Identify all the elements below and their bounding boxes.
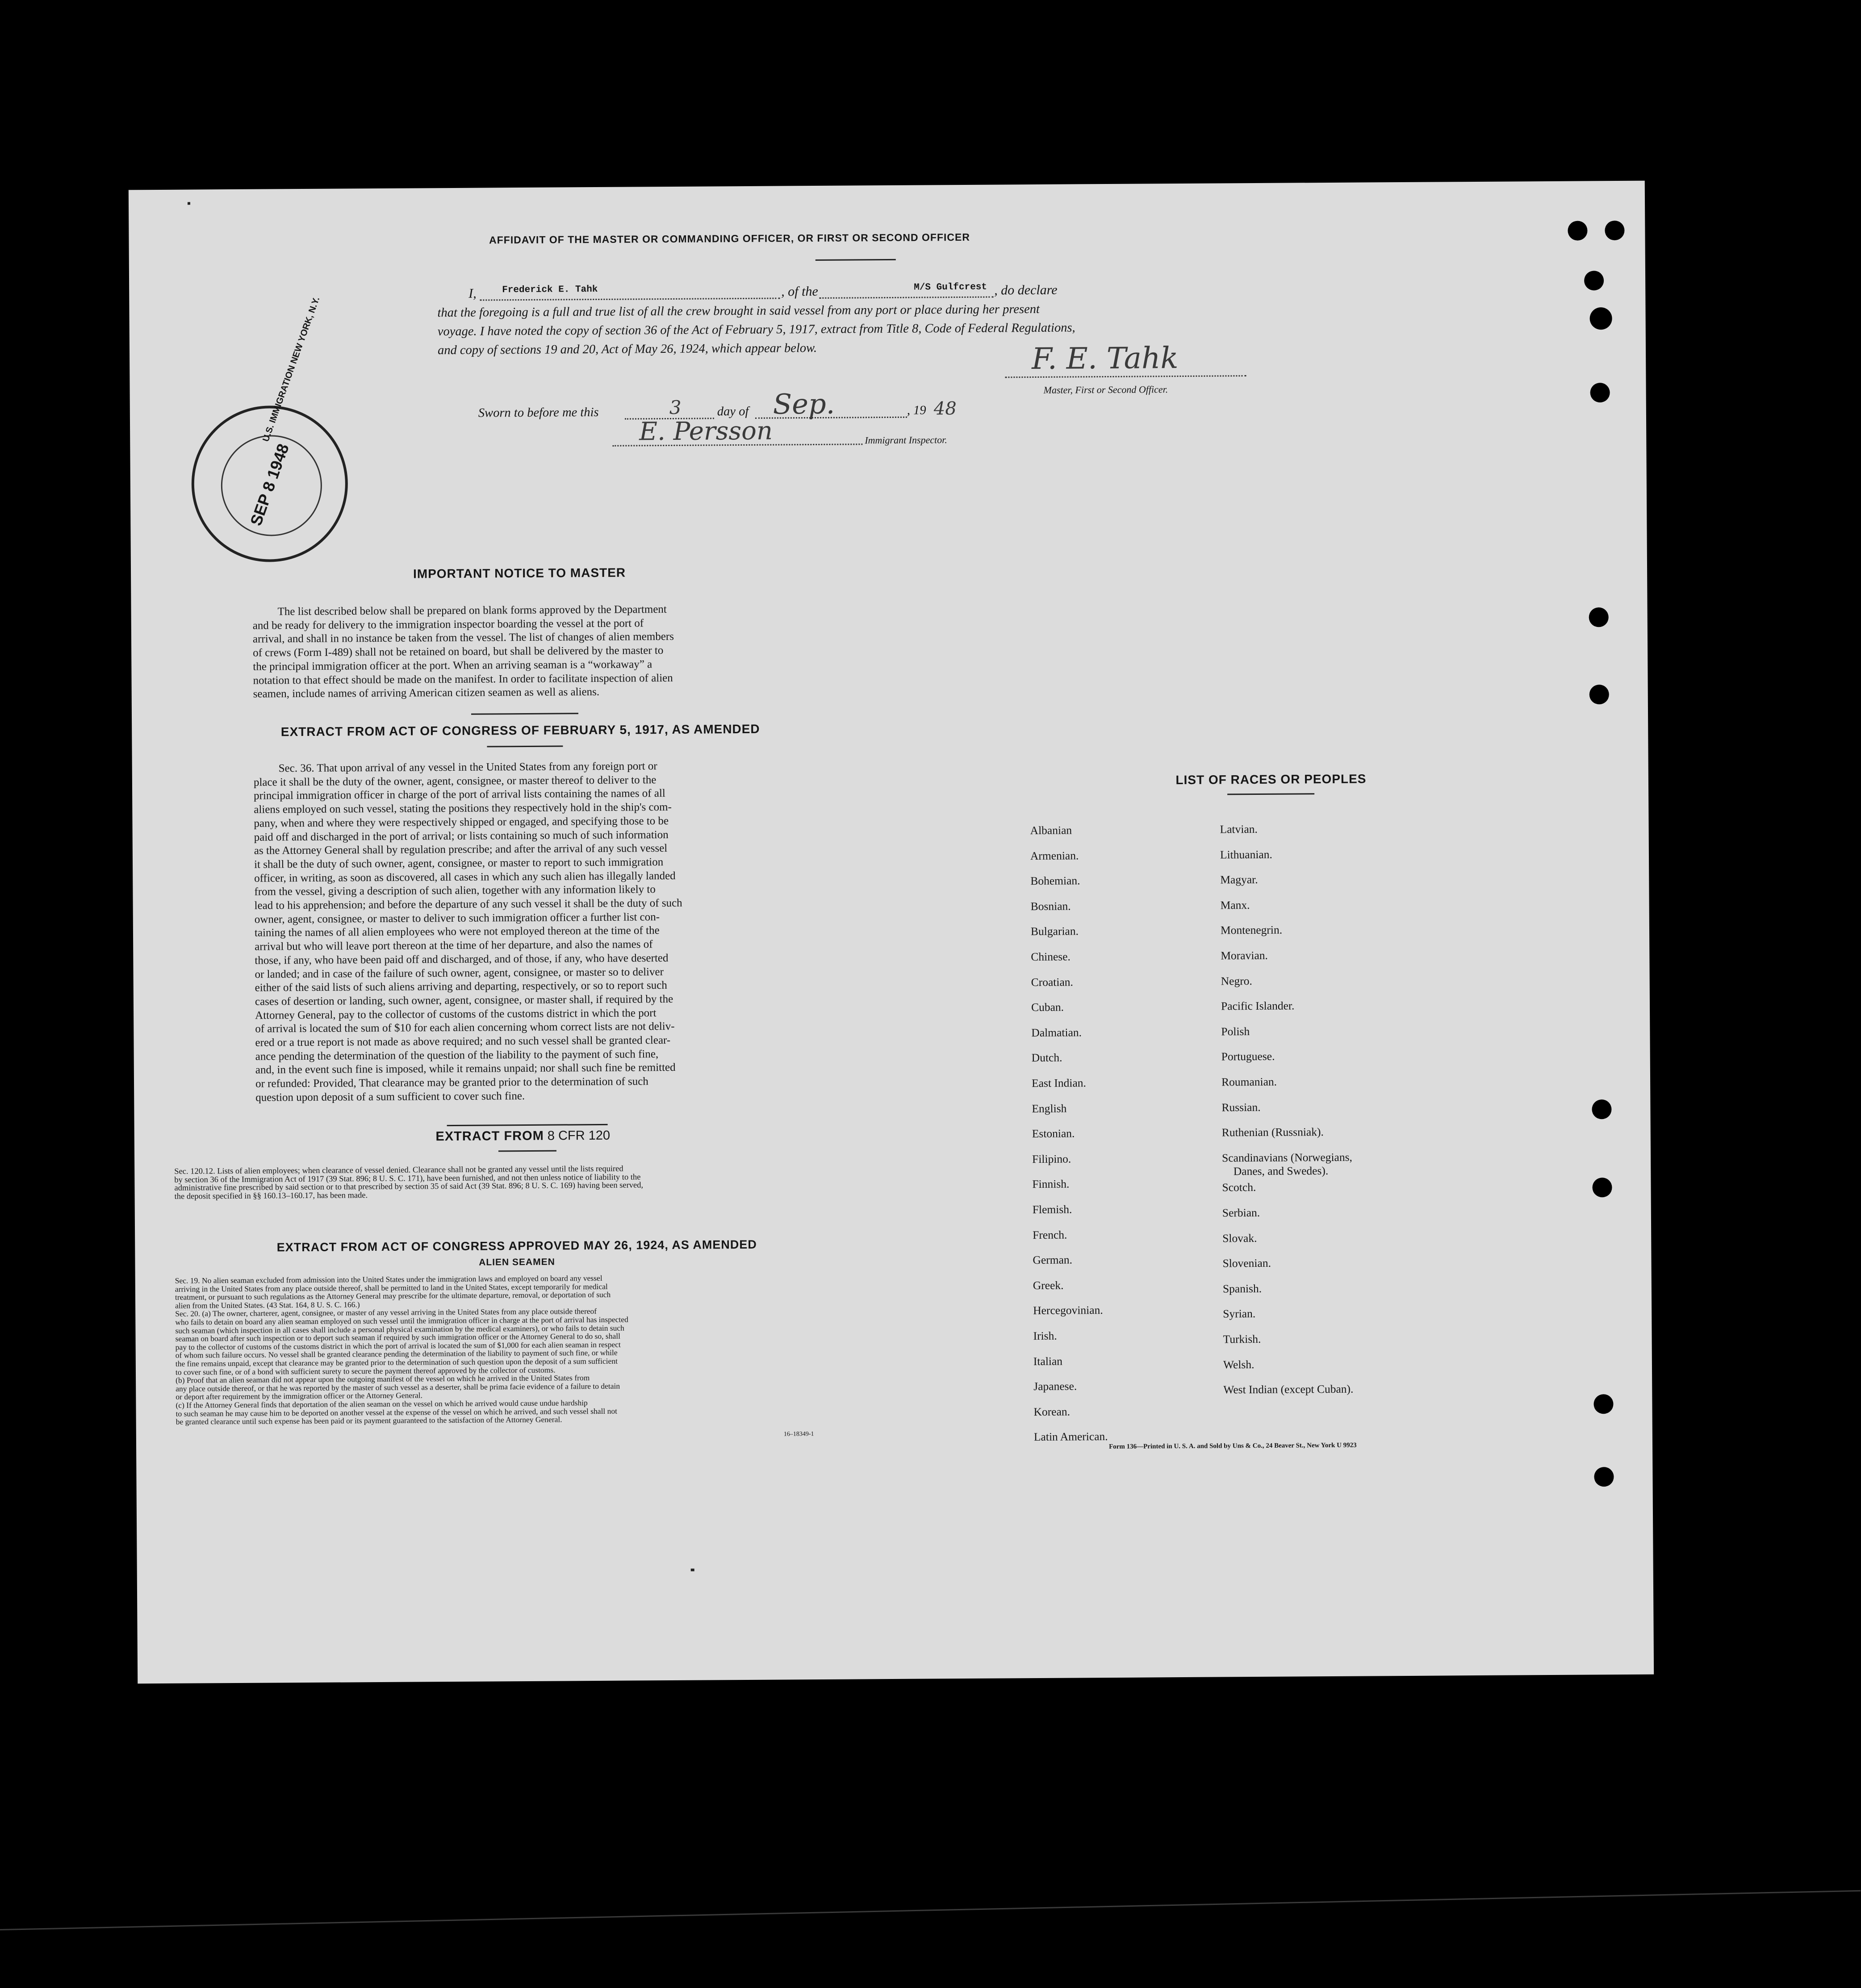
race-item: West Indian (except Cuban). xyxy=(1223,1382,1354,1396)
race-item: Dalmatian. xyxy=(1031,1026,1082,1039)
master-signature: F. E. Tahk xyxy=(1031,341,1179,376)
races-rule xyxy=(1227,793,1314,795)
race-item: Albanian xyxy=(1030,823,1072,837)
scan-speck xyxy=(188,202,190,205)
race-item: Ruthenian (Russniak). xyxy=(1221,1125,1324,1139)
binder-hole xyxy=(1584,271,1604,290)
notice-rule xyxy=(471,713,578,714)
vessel-name-field xyxy=(819,282,993,299)
declaration-line-2: that the foregoing is a full and true list of all the crew brought in said vessel from any port or place during her present xyxy=(437,302,1040,320)
race-item: Roumanian. xyxy=(1221,1075,1277,1089)
do-declare-text: , do declare xyxy=(994,282,1058,298)
race-item: Welsh. xyxy=(1223,1357,1255,1371)
extract-cfr-title-bold: EXTRACT FROM xyxy=(435,1128,544,1144)
binder-hole xyxy=(1589,607,1609,627)
notice-title: IMPORTANT NOTICE TO MASTER xyxy=(413,565,626,581)
year-prefix: , 19 xyxy=(907,403,926,418)
extract-1917-title: EXTRACT FROM ACT OF CONGRESS OF FEBRUARY 5, 1917, AS AMENDED xyxy=(280,722,760,739)
race-item: Chinese. xyxy=(1031,950,1071,964)
race-item: Scotch. xyxy=(1222,1181,1256,1194)
race-item: Cuban. xyxy=(1031,1000,1064,1014)
immigration-stamp xyxy=(191,295,348,562)
declaration-line-4: and copy of sections 19 and 20, Act of May 26, 1924, which appear below. xyxy=(437,341,817,358)
sworn-month: Sep. xyxy=(773,387,835,421)
race-item: Korean. xyxy=(1033,1405,1071,1418)
day-of-text: day of xyxy=(717,404,749,419)
race-item: Dutch. xyxy=(1031,1051,1062,1065)
race-item: Slovak. xyxy=(1222,1231,1257,1245)
of-the-text: , of the xyxy=(781,284,818,299)
master-caption: Master, First or Second Officer. xyxy=(1043,384,1168,396)
binder-hole xyxy=(1592,1099,1611,1119)
officer-name-field xyxy=(480,283,780,301)
race-item: Slovenian. xyxy=(1222,1257,1271,1270)
sworn-text: Sworn to before me this xyxy=(478,405,599,420)
scan-speck xyxy=(691,1569,694,1571)
race-item: Latin American. xyxy=(1033,1430,1108,1444)
cfr-bottom-rule xyxy=(498,1150,556,1152)
race-item: Japanese. xyxy=(1033,1379,1077,1393)
form-code: 16–18349-1 xyxy=(783,1431,814,1438)
race-item: Pacific Islander. xyxy=(1221,999,1295,1013)
extract-1917-body: Sec. 36. That upon arrival of any vessel in the United States from any foreign port or place it shall be the duty of the owner, agent, consignee, or master thereof to deliver to the principal immigration officer in charge of the port of arrival lists containing the names of all aliens employed on such vessel, stating the positions they respectively hold in the ship's com- pany, when and where they were respectively shipped or engaged, and specifying those to be paid off and discharged in the port of arrival; or lists containing so much of such information as the Attorney General shall by regulation prescribe; and after the arrival of any such vessel it shall be the duty of such owner, agent, consignee, or master to report to such immigration officer, in writing, as soon as discovered, all cases in which any such alien has illegally landed from the vessel, giving a description of such alien, together with any information likely to lead to his apprehension; and before the departure of any such vessel it shall be the duty of such owner, agent, consignee, or master to deliver to such immigration officer a further list con- taining the names of all alien employees who were not employed thereon at the time of the arrival but who will leave port thereon at the time of her departure, and also the names of those, if any, who have been paid off and discharged, and of those, if any, who have deserted or landed; and in case of the failure of such owner, agent, consignee, or master so to deliver either of the said lists of such aliens arriving and departing, respectively, or so to report such cases of desertion or landing, such owner, agent, consignee, or master shall, if required by the Attorney General, pay to the collector of customs of the customs district in which the port of arrival is located the sum of $10 for each alien concerning whom correct lists are not deliv- ered or a true report is not made as above required; and no such vessel shall be granted clear- ance pending the determination of the question of the liability to the payment of such fine, and, in the event such fine is imposed, while it remains unpaid; nor shall such fine be remitted or refunded: Provided, That clearance may be granted prior to the determination of such question upon deposit of a sum sufficient to cover such fine. xyxy=(253,760,682,1104)
document-page xyxy=(129,181,1654,1684)
race-item: Spanish. xyxy=(1222,1282,1262,1295)
binder-hole xyxy=(1594,1467,1614,1487)
race-item: Irish. xyxy=(1033,1329,1057,1343)
notice-body: The list described below shall be prepared on blank forms approved by the Department and be ready for delivery to the immigration inspector boarding the vessel at the port of arrival, and shall in no instance be taken from the vessel. The list of changes of alien members of crews (Form I-489) shall not be retained on board, but shall be delivered by the master to the principal immigration officer at the port. When an arriving seaman is a “workaway” a notation to that effect should be made on the manifest. In order to facilitate inspection of alien seamen, include names of arriving American citizen seamen as well as aliens. xyxy=(252,603,674,700)
race-item: Armenian. xyxy=(1030,849,1079,862)
binder-hole xyxy=(1568,221,1587,240)
binder-hole xyxy=(1589,307,1612,330)
race-item: Flemish. xyxy=(1032,1203,1072,1216)
binder-hole xyxy=(1590,383,1610,402)
races-right-column xyxy=(129,181,1645,190)
extract-1924-subtitle: ALIEN SEAMEN xyxy=(479,1257,555,1268)
printer-footer: Form 136—Printed in U. S. A. and Sold by Uns & Co., 24 Beaver St., New York U 9923 xyxy=(1109,1441,1357,1451)
race-item: Montenegrin. xyxy=(1220,923,1283,937)
sworn-day: 3 xyxy=(669,396,682,419)
race-item: Negro. xyxy=(1221,974,1252,988)
title-rule xyxy=(815,259,896,261)
race-item: Moravian. xyxy=(1221,948,1268,962)
race-item: Russian. xyxy=(1221,1100,1261,1114)
declaration-line xyxy=(468,286,477,301)
race-item: German. xyxy=(1033,1253,1073,1267)
race-item: Syrian. xyxy=(1223,1307,1256,1320)
race-item: Italian xyxy=(1033,1354,1063,1368)
race-item: Scandinavians (Norwegians, Danes, and Swedes). xyxy=(1222,1150,1352,1178)
race-item: Bulgarian. xyxy=(1030,924,1079,938)
vessel-name: M/S Gulfcrest xyxy=(914,282,987,293)
background-line xyxy=(0,1890,1861,1930)
cfr-top-rule xyxy=(447,1124,608,1126)
extract-1917-rule xyxy=(487,745,563,747)
sworn-month-field xyxy=(755,387,907,421)
race-item: Latvian. xyxy=(1220,822,1258,836)
race-item: Greek. xyxy=(1033,1278,1064,1292)
races-left-column xyxy=(129,181,1645,190)
race-item: East Indian. xyxy=(1031,1076,1086,1090)
race-item: Serbian. xyxy=(1222,1206,1260,1220)
race-item: French. xyxy=(1033,1228,1067,1241)
race-item: Magyar. xyxy=(1220,873,1258,886)
binder-hole xyxy=(1605,221,1624,240)
sworn-year: 48 xyxy=(933,398,957,419)
extract-cfr-title xyxy=(255,1127,791,1145)
race-item: Turkish. xyxy=(1223,1332,1261,1346)
stamp-date: SEP 8 1948 xyxy=(246,441,293,528)
extract-1924-body: Sec. 19. No alien seaman excluded from admission into the United States under the immigration laws and employed on board any vessel arriving in the United States from any place outside thereof, shall be permitted to land in the United States, except temporarily for medical treatment, or pursuant to such regulations as the Attorney General may prescribe for the ultimate departure, removal, or deportation of such alien from the United States. (43 Stat. 164, 8 U. S. C. 166.) Sec. 20. (a) The owner, charterer, agent, consignee, or master of any vessel arriving in the United States from any place outside thereof who fails to detain on board any alien seaman employed on such vessel until the immigration officer in charge at the port of arrival has inspected such seaman (which inspection in all cases shall include a personal physical examination by the medical examiners), or who fails to detain such seaman on board after such inspection or to deport such seaman if required by such immigration officer or the Attorney General to do so, shall pay to the collector of customs of the customs district in which the port of arrival is located the sum of $1,000 for each alien seaman in respect of whom such failure occurs. No vessel shall be granted clearance pending the determination of the liability to payment of such fine, or while the fine remains unpaid, except that clearance may be granted prior to the determination of such question upon the deposit of a sum sufficient to cover such fine, or of a bond with sufficient surety to secure the payment thereof approved by the collector of customs. (b) Proof that an alien seaman did not appear upon the outgoing manifest of the vessel on which he arrived in the United States from any place outside thereof, or that he was reported by the master of such vessel as a deserter, shall be prima facie evidence of a failure to detain or deport after requirement by the immigration officer or the Attorney General. (c) If the Attorney General finds that deportation of the alien seaman on the vessel on which he arrived would cause undue hardship to such seaman he may cause him to be deported on another vessel at the expense of the vessel on which he arrived, and such vessel shall not be granted clearance until such expense has been paid or its payment guaranteed to the satisfaction of the Attorney General. xyxy=(175,1273,628,1426)
race-item: Lithuanian. xyxy=(1220,848,1272,861)
race-item: Finnish. xyxy=(1032,1177,1070,1191)
inspector-caption: Immigrant Inspector. xyxy=(865,434,947,446)
declaration-line-3: voyage. I have noted the copy of section 36 of the Act of February 5, 1917, extract from Title 8, Code of Federal Regulations, xyxy=(437,321,1075,339)
extract-1924-title: EXTRACT FROM ACT OF CONGRESS APPROVED MAY 26, 1924, AS AMENDED xyxy=(276,1237,757,1254)
race-item: Manx. xyxy=(1220,898,1250,912)
officer-name: Frederick E. Tahk xyxy=(502,284,598,296)
extract-cfr-body: Sec. 120.12. Lists of alien employees; when clearance of vessel denied. Clearance shall not be granted any vessel until the lists required by section 36 of the Immigration Act of 1917 (39 Stat. 896; 8 U. S. C. 171), have been furnished, and not then unless notice of liability to the administrative fine prescribed by said section or to that prescribed by section 35 of said Act (39 Stat. 896; 8 U. S. C. 169) having been served, the deposit specified in §§ 160.13–160.17, has been made. xyxy=(174,1164,644,1201)
stamp-text: U.S. IMMIGRATION NEW YORK, N.Y. xyxy=(261,295,322,443)
race-item: English xyxy=(1032,1102,1067,1115)
races-title: LIST OF RACES OR PEOPLES xyxy=(1175,772,1367,787)
race-item: Croatian. xyxy=(1031,975,1073,989)
race-item: Polish xyxy=(1221,1024,1250,1038)
race-item: Hercegovinian. xyxy=(1033,1303,1103,1317)
binder-hole xyxy=(1589,685,1609,704)
race-item: Bosnian. xyxy=(1030,899,1071,913)
affidavit-title: AFFIDAVIT OF THE MASTER OR COMMANDING OFFICER, OR FIRST OR SECOND OFFICER xyxy=(489,231,970,246)
race-item: Estonian. xyxy=(1032,1127,1075,1140)
race-item: Bohemian. xyxy=(1030,874,1080,888)
pre-name-text: I, xyxy=(468,286,477,301)
binder-hole xyxy=(1592,1178,1612,1197)
binder-hole xyxy=(1593,1394,1613,1414)
inspector-signature: E. Persson xyxy=(639,416,773,447)
race-item: Filipino. xyxy=(1032,1152,1071,1165)
race-item: Portuguese. xyxy=(1221,1050,1275,1063)
extract-cfr-title-rest: 8 CFR 120 xyxy=(544,1128,611,1143)
